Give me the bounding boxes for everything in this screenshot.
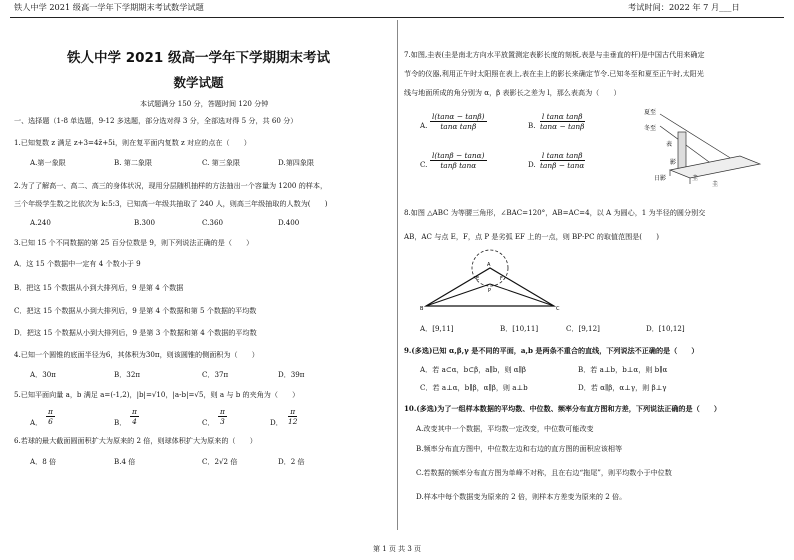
fig-gui-label-2: 圭 xyxy=(712,181,719,188)
q5-option-d[interactable]: D． xyxy=(270,418,283,427)
q1-option-b[interactable]: B. 第二象限 xyxy=(114,158,153,167)
section-heading: 一、选择题（1-8 单选题，9-12 多选题，部分选对得 3 分，全部选对得 5 分，共 60 分） xyxy=(14,116,298,125)
fig-biao-label: 表 xyxy=(666,141,673,148)
q6-stem: 6.若球的最大截面圆面积扩大为原来的 2 倍，则球体积扩大为原来的（ ） xyxy=(14,436,257,445)
q2-option-c[interactable]: C.360 xyxy=(202,218,223,227)
q9-option-a[interactable]: A．若 a⊂α，b⊂β，a∥b，则 α∥β xyxy=(420,365,526,374)
fig-point-a: A xyxy=(487,262,491,268)
q4-option-c[interactable]: C．37π xyxy=(202,370,229,379)
q2-option-a[interactable]: A.240 xyxy=(30,218,51,227)
q7-option-c[interactable]: C. xyxy=(420,160,428,169)
q1-stem: 1.已知复数 z 满足 z+3=4z̄+5i，则在复平面内复数 z 对应的点在（ ） xyxy=(14,138,251,147)
q7-option-c-fraction: l(tanβ − tanα) tanβ tanα xyxy=(432,151,485,170)
q3-stem: 3.已知 15 个不同数据的第 25 百分位数是 9，则下列说法正确的是（ ） xyxy=(14,238,254,247)
q10-option-b[interactable]: B.频率分布直方图中，中位数左边和右边的直方图的面积应该相等 xyxy=(416,444,623,453)
header-left: 铁人中学 2021 级高一学年下学期期末考试数学试题 xyxy=(14,2,204,12)
q6-option-d[interactable]: D．2 倍 xyxy=(278,457,305,466)
exam-subtitle: 数学试题 xyxy=(173,75,224,90)
q7-option-d-fraction: l tanα tanβ tanβ − tanα xyxy=(540,151,585,170)
q10-option-d[interactable]: D.样本中每个数据变为原来的 2 倍，则样本方差变为原来的 2 倍。 xyxy=(416,492,627,501)
q5-option-d-fraction: π 12 xyxy=(288,407,298,426)
q10-stem: 10.(多选)为了一组样本数据的平均数、中位数、频率分布直方图和方差，下列说法正确的是（ ） xyxy=(404,404,721,413)
q1-option-a[interactable]: A.第一象限 xyxy=(30,158,66,167)
q4-option-a[interactable]: A．30π xyxy=(30,370,56,379)
q8-stem-line1: 8.如图 △ABC 为等腰三角形，∠BAC=120°，AB=AC=4，以 A 为圆心，1 为半径的圆分别交 xyxy=(404,208,706,217)
q8-option-d[interactable]: D．[10,12] xyxy=(646,324,685,333)
q1-option-c[interactable]: C. 第三象限 xyxy=(202,158,241,167)
fig-winter-label: 冬至 xyxy=(644,125,657,132)
q1-option-d[interactable]: D.第四象限 xyxy=(278,158,315,167)
fig-ying-label: 影 xyxy=(670,159,677,166)
q8-option-b[interactable]: B．[10,11] xyxy=(500,324,539,333)
q4-option-b[interactable]: B．32π xyxy=(114,370,140,379)
header-right: 考试时间：2022 年 7 月___日 xyxy=(628,2,740,12)
q3-option-b[interactable]: B．把这 15 个数据从小到大排列后，9 是第 4 个数据 xyxy=(14,283,184,292)
q2-option-b[interactable]: B.300 xyxy=(134,218,156,227)
q9-option-d[interactable]: D．若 α∥β，α⊥γ，则 β⊥γ xyxy=(578,383,667,392)
q6-option-b[interactable]: B.4 倍 xyxy=(114,457,136,466)
q5-option-c-fraction: π 3 xyxy=(220,407,225,426)
fig-point-e: E xyxy=(476,276,480,282)
q5-option-a-fraction: π 6 xyxy=(48,407,53,426)
fig-point-c: C xyxy=(556,306,560,312)
fig-point-b: B xyxy=(420,306,424,312)
header-rule xyxy=(10,17,784,18)
q6-option-c[interactable]: C．2√2 倍 xyxy=(202,457,238,466)
fig-gui-label: 圭 xyxy=(692,175,699,182)
q8-option-a[interactable]: A．[9,11] xyxy=(420,324,454,333)
exam-title: 铁人中学 2021 级高一学年下学期期末考试 xyxy=(67,50,330,66)
q7-stem-line2: 节令的仪器,利用正午时太阳照在表上,表在圭上的影长来确定节令.已知冬至和夏至正午时,太阳光 xyxy=(404,69,704,78)
fig-shadow-label: 日影 xyxy=(654,175,667,182)
q3-option-d[interactable]: D．把这 15 个数据从小到大排列后，9 是第 3 个数据和第 4 个数据的平均数 xyxy=(14,328,257,337)
q9-stem: 9.(多选)已知 α,β,γ 是不同的平面，a,b 是两条不重合的直线，下列说法不正确的是（ ） xyxy=(404,346,699,355)
column-divider xyxy=(397,20,398,530)
exam-info: 本试题满分 150 分，答题时间 120 分钟 xyxy=(140,99,269,108)
q7-option-a[interactable]: A. xyxy=(420,121,428,130)
q9-option-c[interactable]: C．若 a⊥α，b∥β，α∥β，则 a⊥b xyxy=(420,383,528,392)
q5-option-b-fraction: π 4 xyxy=(132,407,137,426)
q8-stem-line2: AB，AC 与点 E，F，点 P 是劣弧 EF 上的一点，则 BP·PC 的取值范围是( ) xyxy=(404,232,660,241)
q7-stem-line3: 线与地面所成的角分别为 α，β 表影长之差为 l，那么表高为（ ） xyxy=(404,88,621,97)
q4-option-d[interactable]: D．39π xyxy=(278,370,305,379)
q3-option-c[interactable]: C．把这 15 个数据从小到大排列后，9 是第 4 个数据和第 5 个数据的平均数 xyxy=(14,306,257,315)
q7-option-a-fraction: l(tanα − tanβ) tanα tanβ xyxy=(432,112,485,131)
fig-point-f: F xyxy=(500,276,503,282)
q8-option-c[interactable]: C．[9,12] xyxy=(566,324,600,333)
page-footer: 第 1 页 共 3 页 xyxy=(372,545,422,553)
q9-option-b[interactable]: B．若 a⊥b，b⊥α，则 b∥α xyxy=(578,365,668,374)
fig-point-p: P xyxy=(488,288,492,294)
q10-option-a[interactable]: A.改变其中一个数据，平均数一定改变，中位数可能改变 xyxy=(416,424,594,433)
q3-option-a[interactable]: A．这 15 个数据中一定有 4 个数小于 9 xyxy=(14,259,141,268)
triangle-figure xyxy=(420,246,570,316)
q6-option-a[interactable]: A．8 倍 xyxy=(30,457,57,466)
q4-stem: 4.已知一个圆锥的底面半径为6，其体积为30π，则该圆锥的侧面积为（ ） xyxy=(14,350,259,359)
fig-summer-label: 夏至 xyxy=(644,109,657,116)
q2-stem-line1: 2.为了了解高一、高二、高三的身体状况，现用分层随机抽样的方法抽出一个容量为 1200 的样本， xyxy=(14,181,328,190)
q5-option-b[interactable]: B． xyxy=(114,418,127,427)
q7-stem-line1: 7.如图,圭表(圭是南北方向水平放置测定表影长度的刻板,表是与圭垂直的杆)是中国古代用来确定 xyxy=(404,50,705,59)
q2-option-d[interactable]: D.400 xyxy=(278,218,300,227)
q7-option-b-fraction: l tanα tanβ tanα − tanβ xyxy=(540,112,585,131)
q10-option-c[interactable]: C.若数据的频率分布直方图为单峰不对称，且在右边“拖尾”，则平均数小于中位数 xyxy=(416,468,672,477)
q7-option-b[interactable]: B. xyxy=(528,121,536,130)
q5-stem: 5.已知平面向量 a，b 满足 a=(-1,2)，|b|=√10，|a-b|=√5，则 a 与 b 的夹角为（ ） xyxy=(14,390,300,399)
q2-stem-line2: 三个年级学生数之比依次为 k:5:3，已知高一年级共抽取了 240 人，则高三年级抽取的人数为( ) xyxy=(14,199,328,208)
q7-option-d[interactable]: D. xyxy=(528,160,536,169)
gnomon-figure xyxy=(640,104,770,188)
q5-option-a[interactable]: A． xyxy=(30,418,43,427)
q5-option-c[interactable]: C． xyxy=(202,418,215,427)
